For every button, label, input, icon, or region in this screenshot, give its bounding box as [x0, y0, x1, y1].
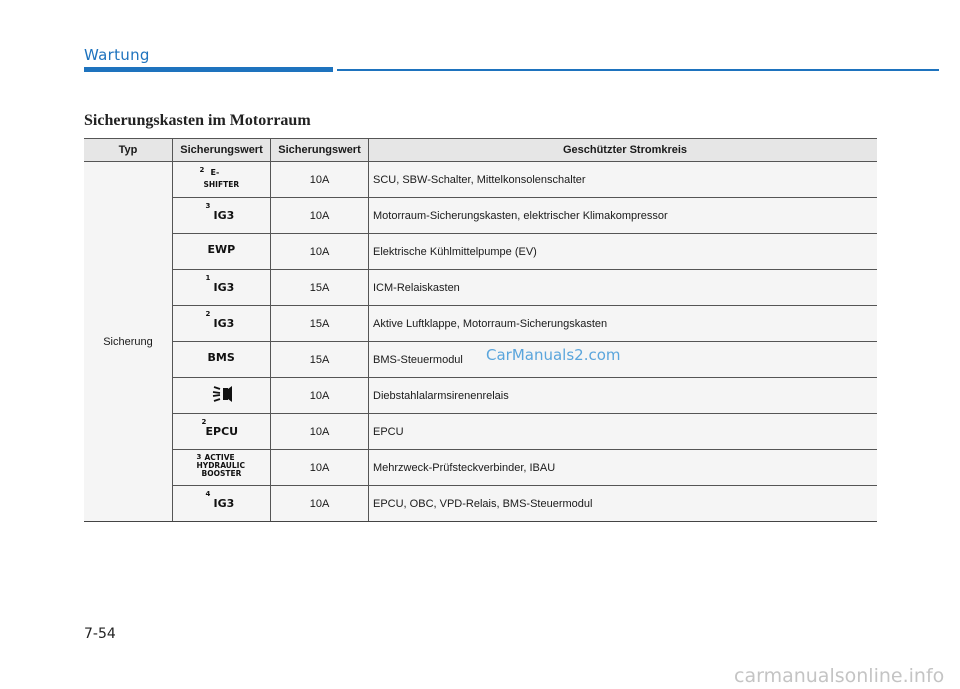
column-header-fuse-icon: Sicherungswert: [173, 139, 271, 162]
protected-circuit: EPCU: [369, 414, 878, 450]
protected-circuit: ICM-Relaiskasten: [369, 270, 878, 306]
horn-icon: [192, 381, 252, 407]
document-title: Sicherungskasten im Motorraum: [84, 112, 311, 129]
fuse-icon-cell: [173, 198, 271, 234]
table-row: [84, 306, 877, 342]
table-row: [84, 414, 877, 450]
table-row: [84, 198, 877, 234]
ig3-fuse-icon: 3 IG3: [205, 202, 235, 222]
fuse-rating: 10A: [271, 414, 369, 450]
table-row: [84, 450, 877, 486]
protected-circuit: Aktive Luftklappe, Motorraum-Sicherungskasten: [369, 306, 878, 342]
section-label: Wartung: [84, 46, 150, 64]
protected-circuit: Elektrische Kühlmittelpumpe (EV): [369, 234, 878, 270]
e-shifter-fuse-icon: 2 E- SHIFTER: [199, 166, 240, 189]
fuse-rating: 15A: [271, 342, 369, 378]
fuse-icon-cell: [173, 414, 271, 450]
fuse-icon-cell: [173, 234, 271, 270]
footer-watermark: carmanualsonline.info: [734, 665, 945, 687]
protected-circuit: Motorraum-Sicherungskasten, elektrischer Klimakompressor: [369, 198, 878, 234]
type-cell: Sicherung: [84, 162, 173, 522]
table-row: [84, 486, 877, 522]
fuse-icon-cell: [173, 486, 271, 522]
fuse-rating: 10A: [271, 198, 369, 234]
table-row: [84, 162, 877, 198]
fuse-rating: 10A: [271, 378, 369, 414]
header-bar-thick: [84, 67, 333, 72]
fuse-icon-cell: [173, 378, 271, 414]
table-row: [84, 234, 877, 270]
fuse-icon-cell: [173, 306, 271, 342]
fuse-rating: 10A: [271, 234, 369, 270]
ig3-fuse-icon: 2 IG3: [205, 310, 235, 330]
protected-circuit: Diebstahlalarmsirenenrelais: [369, 378, 878, 414]
column-header-circuit: Geschützter Stromkreis: [369, 139, 878, 162]
fuse-rating: 10A: [271, 486, 369, 522]
table-row: [84, 378, 877, 414]
ewp-fuse-icon: EWP: [207, 243, 236, 256]
protected-circuit: BMS-Steuermodul: [369, 342, 878, 378]
active-hydraulic-booster-fuse-icon: 3 ACTIVE HYDRAULIC BOOSTER: [196, 453, 245, 478]
protected-circuit: EPCU, OBC, VPD-Relais, BMS-Steuermodul: [369, 486, 878, 522]
fuse-icon-cell: [173, 342, 271, 378]
column-header-type: Typ: [84, 139, 173, 162]
table-header-row: [84, 139, 877, 162]
page-number: 7-54: [84, 626, 116, 642]
protected-circuit: Mehrzweck-Prüfsteckverbinder, IBAU: [369, 450, 878, 486]
fuse-table: [84, 138, 877, 522]
table-row: [84, 342, 877, 378]
fuse-icon-cell: [173, 162, 271, 198]
header-bar-thin: [337, 69, 939, 71]
bms-fuse-icon: BMS: [207, 351, 235, 364]
table-row: [84, 270, 877, 306]
epcu-fuse-icon: 2 EPCU: [201, 418, 239, 438]
fuse-rating: 15A: [271, 270, 369, 306]
fuse-rating: 15A: [271, 306, 369, 342]
fuse-icon-cell: [173, 450, 271, 486]
fuse-icon-cell: [173, 270, 271, 306]
ig3-fuse-icon: 1 IG3: [205, 274, 235, 294]
watermark: CarManuals2.com: [486, 346, 621, 364]
column-header-fuse-rating: Sicherungswert: [271, 139, 369, 162]
fuse-rating: 10A: [271, 162, 369, 198]
fuse-rating: 10A: [271, 450, 369, 486]
protected-circuit: SCU, SBW-Schalter, Mittelkonsolenschalter: [369, 162, 878, 198]
ig3-fuse-icon: 4 IG3: [205, 490, 235, 510]
